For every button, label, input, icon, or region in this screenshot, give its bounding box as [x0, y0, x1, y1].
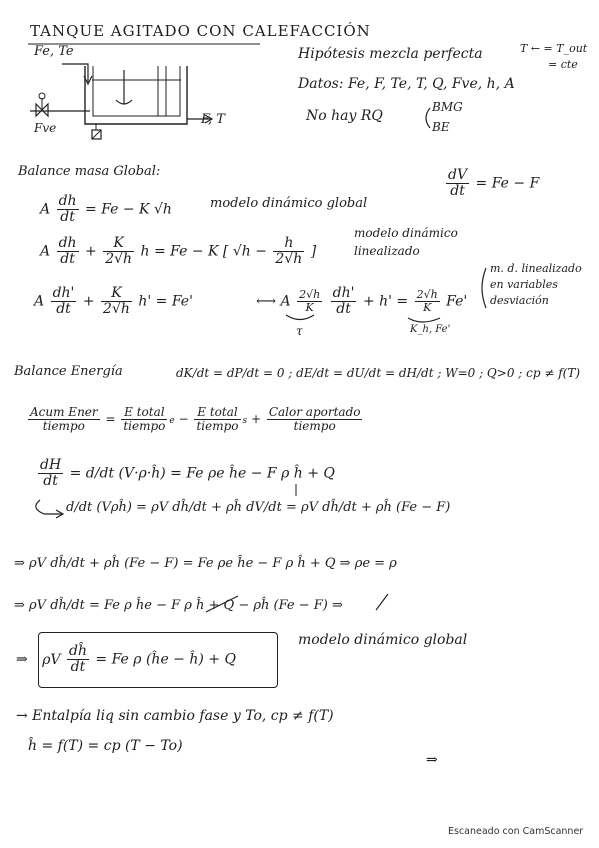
brace-be: BE [432, 120, 450, 134]
brace-curl-2 [482, 268, 486, 308]
strike-2 [376, 594, 388, 610]
mass-balance-heading: Balance masa Global: [18, 164, 161, 179]
valve-label: Fve [34, 121, 57, 135]
hypothesis-line: Hipótesis mezcla perfecta [298, 46, 483, 62]
scanner-watermark: Escaneado con CamScanner [448, 826, 584, 837]
outlet-label: F, T [201, 112, 225, 127]
eq-step-a: ⇒ ρV dĥ/dt + ρĥ (Fe − F) = Fe ρe ĥe − F ρ ĥ + Q ⇒ ρe = ρ [14, 556, 397, 571]
eq-mass-deviation: A $\frac{dh'}{dt}$ + $\frac{K}{2√h}$ h' = Fe' [34, 285, 193, 317]
eq-enthalpy-balance: $\frac{dH}{dt}$ = d/dt (V·ρ·ĥ) = Fe ρe ĥe − F ρ ĥ + Q [40, 457, 335, 489]
eq-step-b: ⇒ ρV dĥ/dt = Fe ρ ĥe − F ρ ĥ + Q − ρĥ (Fe − F) ⇒ [14, 598, 343, 613]
hypothesis-relation-a: T ← = T_out [520, 42, 588, 55]
note-linear-model-a: modelo dinámico [354, 226, 458, 240]
data-line: Datos: Fe, F, Te, T, Q, Fve, h, A [298, 76, 515, 92]
inlet-label: Fe, Te [34, 44, 74, 59]
note-global-model: modelo dinámico global [210, 196, 368, 211]
note-boxed-global-model: modelo dinámico global [298, 632, 468, 648]
tank-diagram [30, 64, 212, 139]
final-implication: ⇒ [426, 752, 438, 768]
eq-derivative-expansion: d/dt (Vρĥ) = ρV dĥ/dt + ρĥ dV/dt = ρV dĥ/dt + ρĥ (Fe − F) [66, 500, 451, 515]
enthalpy-definition: ĥ = f(T) = cp (T − To) [28, 738, 183, 754]
enthalpy-assumption: → Entalpía liq sin cambio fase y To, cp ≠ f(T) [16, 708, 334, 724]
brace-bmg: BMG [432, 100, 463, 114]
no-reaction-line: No hay RQ [306, 108, 383, 124]
underbrace-k [408, 318, 440, 322]
note-deviation-b: en variables [490, 278, 558, 291]
energy-word-balance: $\frac{\text{Acum Ener}}{\text{tiempo}}$ = $\frac{\text{E total}}{\text{tiempo}}$ e − $\frac{\text{E total}}{\text{tiempo}}$ s + $\frac{\text{Calor aportado}}{\text{tiempo}}$ [30, 405, 361, 433]
energy-conditions: dK/dt = dP/dt = 0 ; dE/dt = dU/dt = dH/dt ; W=0 ; Q>0 ; cp ≠ f(T) [176, 366, 581, 380]
note-linear-model-b: linealizado [354, 244, 420, 258]
eq-mass-nonlinear: A $\frac{dh}{dt}$ = Fe − K √h [40, 193, 172, 225]
eq-mass-linearized: A $\frac{dh}{dt}$ + $\frac{K}{2√h}$ h = Fe − K [ √h − $\frac{h}{2√h}$ ] [40, 235, 317, 267]
note-deviation-a: m. d. linealizado [490, 262, 582, 275]
eq-mass-deviation-normalized: ⟷ A $\frac{2√h}{K}$ $\frac{dh'}{dt}$ + h' = $\frac{2√h}{K}$ Fe' [256, 285, 468, 317]
note-deviation-c: desviación [490, 294, 549, 307]
tau-label: τ [296, 324, 303, 338]
page-title: TANQUE AGITADO CON CALEFACCIÓN [30, 22, 371, 40]
eq-boxed: ⇒ ρV $\frac{dĥ}{dt}$ = Fe ρ (ĥe − ĥ) + Q [16, 643, 236, 675]
curved-arrow [36, 500, 62, 514]
eq-dv: $\frac{dV}{dt}$ = Fe − F [448, 167, 540, 199]
gain-label: K_h, Fe' [410, 324, 451, 335]
brace-curl [426, 108, 430, 128]
energy-balance-heading: Balance Energía [14, 364, 123, 379]
hypothesis-relation-b: = cte [548, 58, 578, 71]
